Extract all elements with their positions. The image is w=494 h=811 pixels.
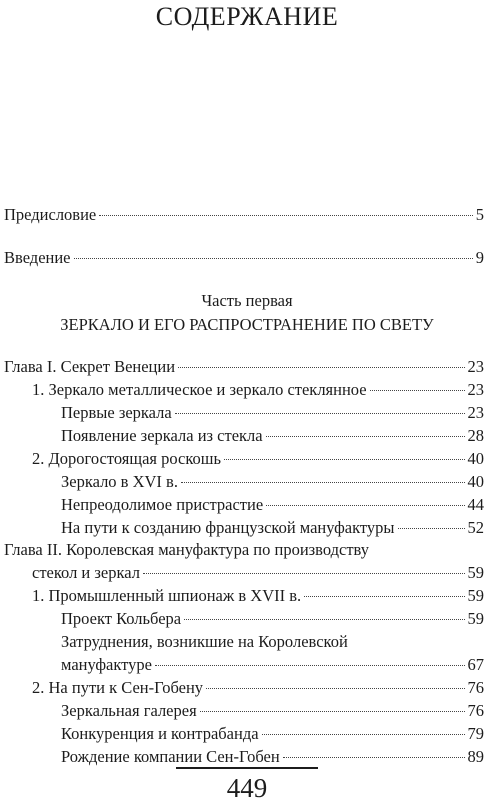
dot-leader <box>224 459 464 460</box>
toc-entry-label: 1. Промышленный шпионаж в XVII в. <box>32 586 302 605</box>
toc-entry-label: Непреодолимое пристрастие <box>61 495 264 514</box>
toc-entry-chapter-1[interactable] <box>4 359 484 376</box>
toc-entry-label: На пути к созданию французской мануфактуры <box>61 518 395 537</box>
toc-entry-label: Проект Кольбера <box>61 609 182 628</box>
toc-entry-label: Первые зеркала <box>61 403 172 422</box>
toc-entry-ch2-s2-hall-of-mirrors[interactable] <box>61 703 484 720</box>
toc-chapter-2-title-line1[interactable]: Глава II. Королевская мануфактура по производству <box>4 540 370 559</box>
toc-entry-page: 59 <box>467 586 484 605</box>
toc-entry-page: 23 <box>467 357 484 376</box>
toc-entry-page: 40 <box>467 449 484 468</box>
toc-entry-page: 44 <box>467 495 484 514</box>
toc-entry-page: 76 <box>467 678 484 697</box>
toc-entry-ch2-section-1[interactable] <box>32 588 484 605</box>
toc-entry-page: 67 <box>467 655 484 674</box>
toc-entry-label: Конкуренция и контрабанда <box>61 724 259 743</box>
toc-entry-ch1-section-2[interactable] <box>32 451 484 468</box>
toc-entry-ch1-s1-glass-mirror[interactable] <box>61 428 484 445</box>
dot-leader <box>266 505 464 506</box>
toc-entry-ch2-s2-saint-gobain[interactable] <box>61 749 484 766</box>
toc-entry-ch1-section-1[interactable] <box>32 382 484 399</box>
toc-entry-page: 59 <box>467 563 484 582</box>
toc-entry-preface[interactable] <box>4 207 484 224</box>
toc-entry-page: 79 <box>467 724 484 743</box>
toc-entry-page: 40 <box>467 472 484 491</box>
toc-entry-ch1-s1-first-mirrors[interactable] <box>61 405 484 422</box>
toc-entry-label: Глава I. Секрет Венеции <box>4 357 176 376</box>
toc-entry-label: стекол и зеркал <box>32 563 140 582</box>
toc-entry-page: 59 <box>467 609 484 628</box>
toc-entry-page: 5 <box>475 205 484 224</box>
toc-entry-label: 1. Зеркало металлическое и зеркало стеклянное <box>32 380 367 399</box>
toc-entry-introduction[interactable] <box>4 250 484 267</box>
page-number: 449 <box>226 773 268 803</box>
dot-leader <box>398 528 465 529</box>
dot-leader <box>304 596 464 597</box>
dot-leader <box>262 734 465 735</box>
toc-entry-page: 9 <box>475 248 484 267</box>
toc-entry-ch2-s2-competition[interactable] <box>61 726 484 743</box>
dot-leader <box>184 619 464 620</box>
dot-leader <box>155 665 465 666</box>
toc-entry-label: 2. На пути к Сен-Гобену <box>32 678 204 697</box>
dot-leader <box>200 711 465 712</box>
dot-leader <box>99 215 473 216</box>
toc-entry-label: Предисловие <box>4 205 97 224</box>
toc-entry-label: Зеркало в XVI в. <box>61 472 178 491</box>
toc-ch2-s1-difficulties-line1[interactable]: Затруднения, возникшие на Королевской <box>61 632 348 651</box>
toc-entry-page: 23 <box>467 380 484 399</box>
toc-entry-page: 89 <box>467 747 484 766</box>
page-title: СОДЕРЖАНИЕ <box>155 2 339 31</box>
toc-entry-label: Рождение компании Сен-Гобен <box>61 747 280 766</box>
toc-entry-ch2-s1-difficulties[interactable] <box>61 657 484 674</box>
toc-entry-page: 76 <box>467 701 484 720</box>
dot-leader <box>74 258 473 259</box>
toc-entry-label: мануфактуре <box>61 655 152 674</box>
dot-leader <box>143 573 465 574</box>
toc-entry-page: 23 <box>467 403 484 422</box>
dot-leader <box>283 757 465 758</box>
toc-entry-ch1-s2-addiction[interactable] <box>61 497 484 514</box>
toc-entry-chapter-2[interactable] <box>32 565 484 582</box>
dot-leader <box>178 367 464 368</box>
part-title: ЗЕРКАЛО И ЕГО РАСПРОСТРАНЕНИЕ ПО СВЕТУ <box>60 315 434 334</box>
toc-entry-page: 52 <box>467 518 484 537</box>
dot-leader <box>206 688 464 689</box>
dot-leader <box>181 482 465 483</box>
toc-entry-label: Зеркальная галерея <box>61 701 197 720</box>
dot-leader <box>370 390 465 391</box>
toc-entry-ch2-s1-colbert[interactable] <box>61 611 484 628</box>
toc-entry-page: 28 <box>467 426 484 445</box>
dot-leader <box>266 436 465 437</box>
dot-leader <box>175 413 465 414</box>
toc-entry-label: Введение <box>4 248 71 267</box>
toc-entry-ch2-section-2[interactable] <box>32 680 484 697</box>
toc-entry-ch1-s2-16th-century[interactable] <box>61 474 484 491</box>
footer-rule <box>176 767 318 769</box>
toc-entry-ch1-s2-french-manufactory[interactable] <box>61 520 484 537</box>
toc-entry-label: Появление зеркала из стекла <box>61 426 263 445</box>
part-heading: Часть первая <box>201 291 293 310</box>
toc-entry-label: 2. Дорогостоящая роскошь <box>32 449 222 468</box>
